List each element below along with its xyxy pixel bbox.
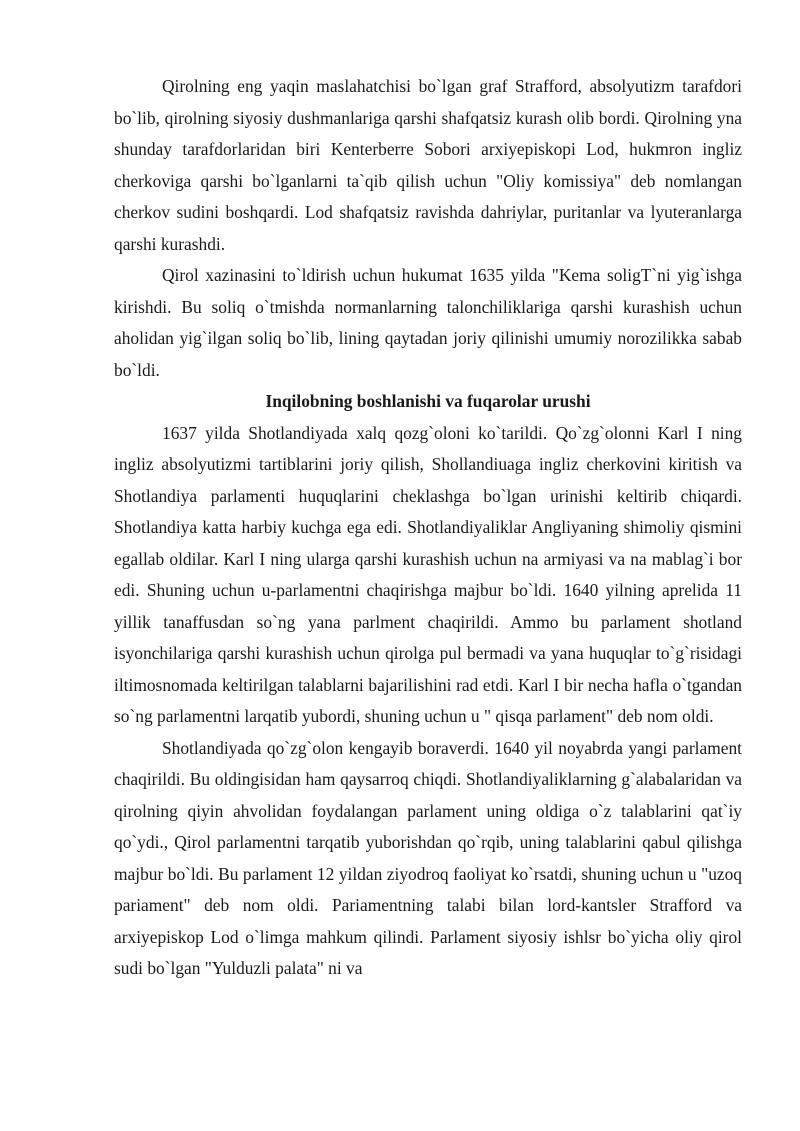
section-heading: Inqilobning boshlanishi va fuqarolar urushi <box>265 391 591 411</box>
paragraph-ship-tax: Qirol xazinasini to`ldirish uchun hukumat 1635 yilda "Kema soligT`ni yig`ishga kirishdi. Bu soliq o`tmishda normanlarning talonchiliklariga qarshi kurashish uchun aholidan yig`ilgan soliq bo`lib, lining qaytadan joriy qilinishi umumiy norozilikka sabab bo`ldi. <box>114 265 742 380</box>
paragraph-strafford-lod: Qirolning eng yaqin maslahatchisi bo`lgan graf Strafford, absolyutizm tarafdori bo`lib, qirolning siyosiy dushmanlariga qarshi shafqatsiz kurash olib bordi. Qirolning yna shunday tarafdorlaridan biri Kenterberre Sobori arxiyepiskopi Lod, hukmron ingliz cherkoviga qarshi bo`lganlarni ta`qib qilish uchun "Oliy komissiya" deb nomlangan cherkov sudini boshqardi. Lod shafqatsiz ravishda dahriylar, puritanlar va lyuteranlarga qarshi kurashdi. <box>114 76 742 254</box>
paragraph-scottish-uprising: 1637 yilda Shotlandiyada xalq qozg`oloni ko`tarildi. Qo`zg`olonni Karl I ning ingliz absolyutizmi tartiblarini joriy qilish, Shollandiuaga ingliz cherkovini kiritish va Shotlandiya parlamenti huquqlarini cheklashga bo`lgan urinishi keltirib chiqardi. Shotlandiya katta harbiy kuchga ega edi. Shotlandiyaliklar Angliyaning shimoliy qismini egallab oldilar. Karl I ning ularga qarshi kurashish uchun na armiyasi va na mablag`i bor edi. Shuning uchun u-parlamentni chaqirishga majbur bo`ldi. 1640 yilning aprelida 11 yillik tanaffusdan so`ng yana parlment chaqirildi. Ammo bu parlament shotland isyonchilariga qarshi kurashish uchun qirolga pul bermadi va yana huquqlar to`g`risidagi iltimosnomada keltirilgan talablarni bajarilishini rad etdi. Karl I bir necha hafla o`tgandan so`ng parlamentni larqatib yubordi, shuning uchun u " qisqa parlament" deb nom oldi. <box>114 422 742 726</box>
paragraph-long-parliament: Shotlandiyada qo`zg`olon kengayib boraverdi. 1640 yil noyabrda yangi parlament chaqirildi. Bu oldingisidan ham qaysarroq chiqdi. Shotlandiyaliklarning g`alabalaridan va qirolning qiyin ahvolidan foydalangan parlament uning oldiga o`z talablarini qat`iy qo`ydi., Qirol parlamentni tarqatib yuborishdan qo`rqib, uning talablarini qabul qilishga majbur bo`ldi. Bu parlament 12 yildan ziyodroq faoliyat ko`rsatdi, shuning uchun u "uzoq pariament" deb nom oldi. Pariamentning talabi bilan lord-kantsler Strafford va arxiyepiskop Lod o`limga mahkum qilindi. Parlament siyosiy ishlsr bo`yicha oliy qirol sudi bo`lgan "Yulduzli palata" ni va <box>114 737 742 978</box>
